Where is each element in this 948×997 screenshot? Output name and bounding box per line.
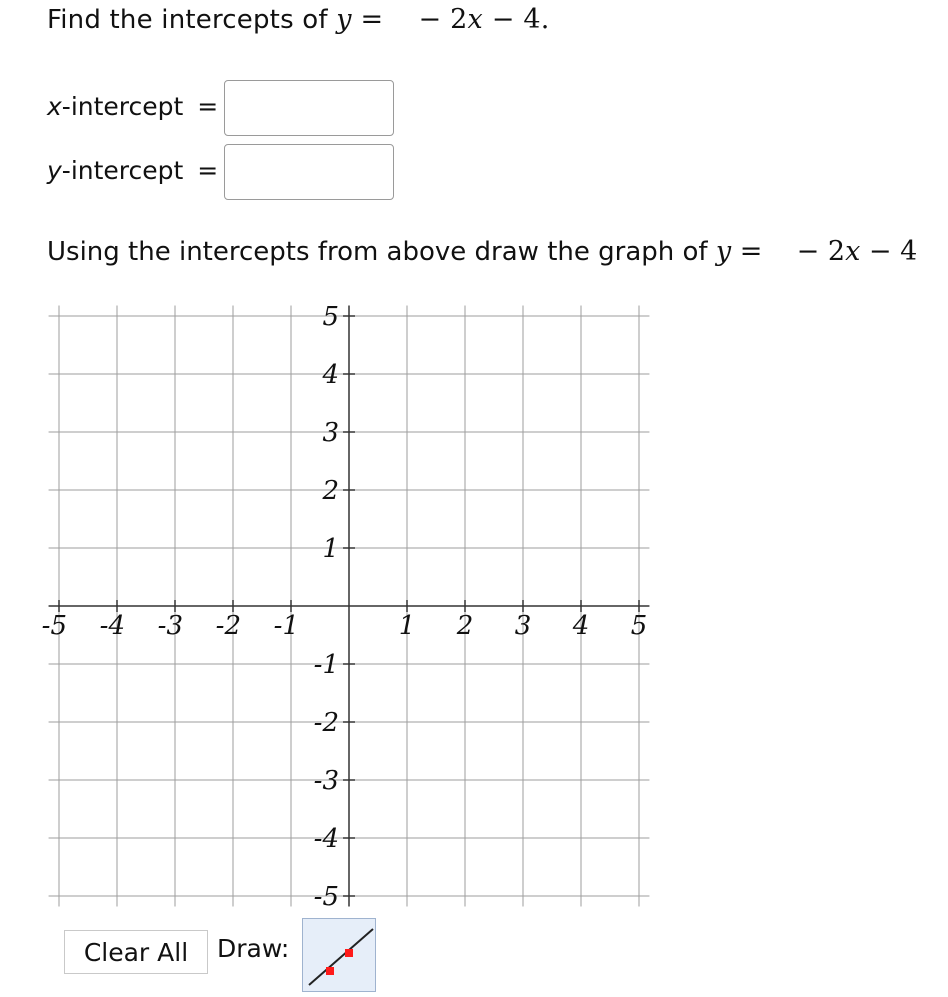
y-tick-label: 4	[322, 360, 339, 390]
question-text: Find the intercepts of y = − 2x − 4.	[47, 4, 550, 35]
y-tick-label: 1	[322, 534, 339, 564]
y-tick-label: 5	[322, 302, 339, 332]
y-intercept-label: y-intercept =	[47, 156, 219, 185]
y-intercept-input[interactable]	[224, 144, 394, 200]
x-tick-label: 1	[398, 611, 416, 641]
graph-instruction: Using the intercepts from above draw the graph of y = − 2x − 4	[47, 236, 918, 267]
x-tick-label: -3	[157, 611, 183, 641]
line-tool-button[interactable]	[302, 918, 376, 992]
x-intercept-input[interactable]	[224, 80, 394, 136]
x-tick-label: -2	[215, 611, 241, 641]
x-tick-label: 5	[630, 611, 648, 641]
y-tick-label: -3	[313, 766, 339, 796]
x-tick-label: 3	[514, 611, 532, 641]
coordinate-graph[interactable]	[0, 296, 948, 916]
x-tick-label: -5	[41, 611, 67, 641]
draw-label: Draw:	[217, 934, 290, 963]
clear-all-button[interactable]: Clear All	[64, 930, 208, 974]
equation: y = − 2x − 4.	[336, 4, 550, 35]
y-tick-label: -5	[313, 882, 339, 912]
line-tool-icon	[303, 919, 375, 991]
equation: y = − 2x − 4	[715, 236, 918, 267]
y-tick-label: -1	[313, 650, 339, 680]
y-tick-label: 2	[322, 476, 339, 506]
y-tick-label: -2	[313, 708, 339, 738]
x-intercept-label: x-intercept =	[47, 92, 219, 121]
x-tick-label: 4	[572, 611, 590, 641]
x-tick-label: -4	[99, 611, 125, 641]
x-tick-label: 2	[456, 611, 474, 641]
y-tick-label: 3	[322, 418, 339, 448]
x-tick-label: -1	[273, 611, 299, 641]
y-tick-label: -4	[313, 824, 339, 854]
